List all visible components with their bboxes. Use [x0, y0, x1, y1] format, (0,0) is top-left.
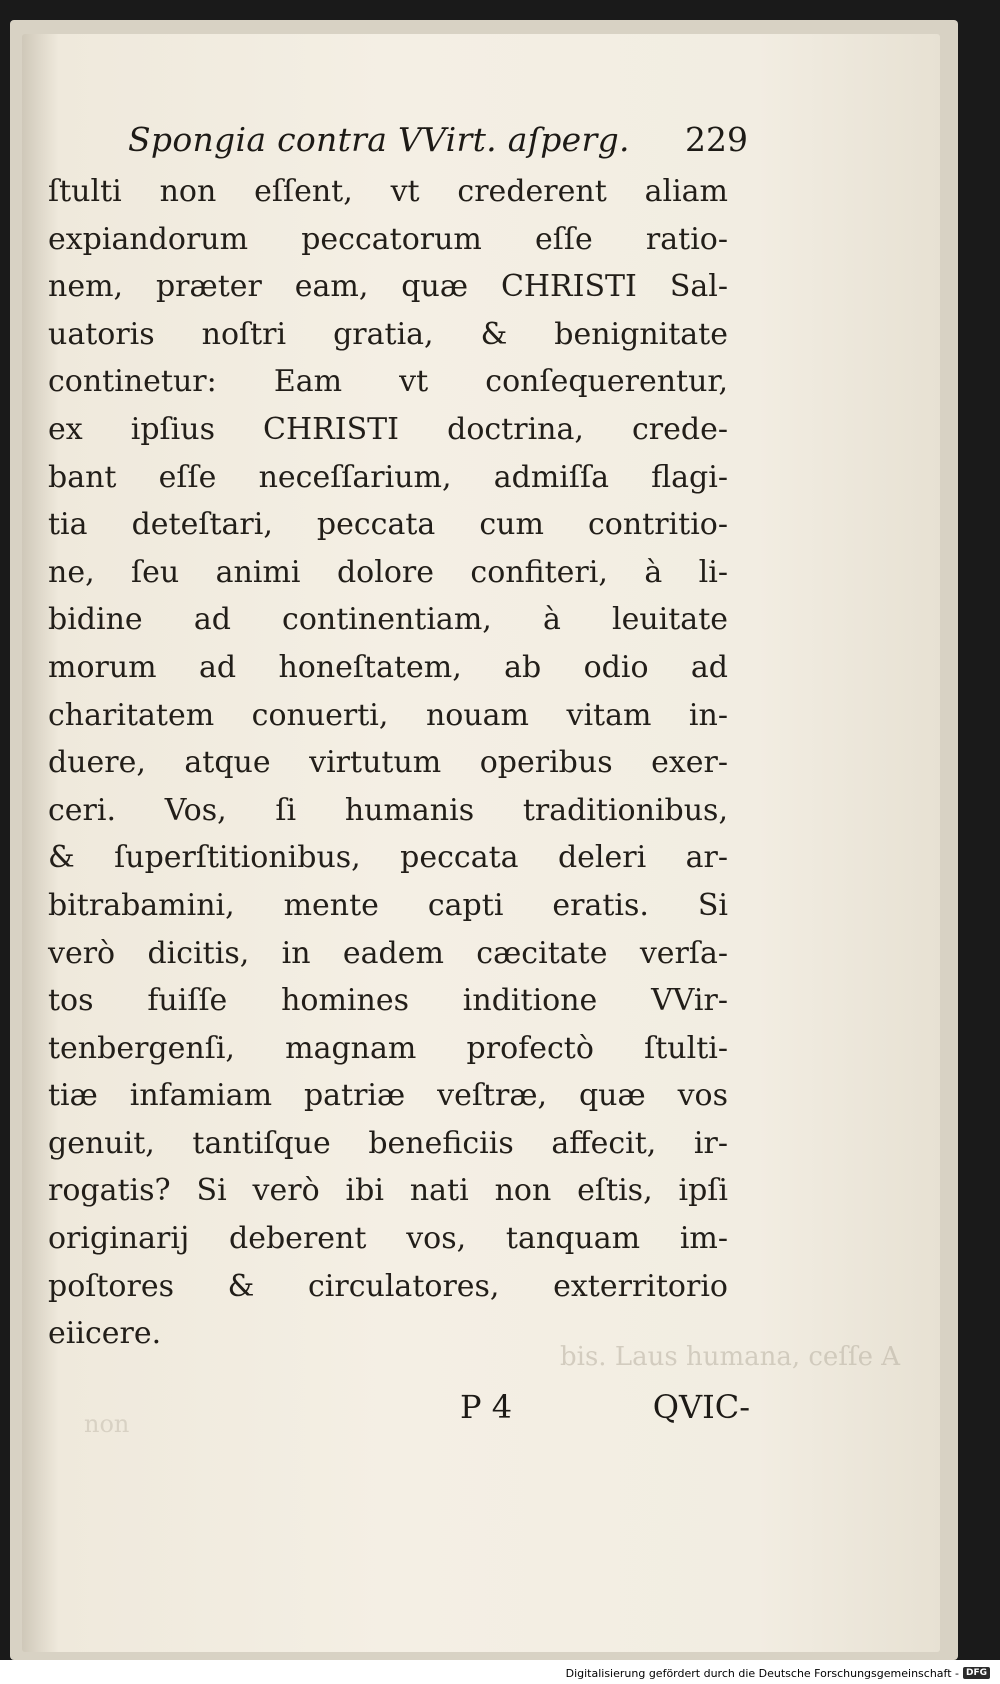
- text-line: nem, præter eam, quæ CHRISTI Sal-: [48, 269, 728, 305]
- text-line: morum ad honeſtatem, ab odio ad: [48, 649, 728, 685]
- dfg-logo-icon: DFG: [963, 1667, 990, 1679]
- bleed-through-text: bis. Laus humana, ceſſe A: [560, 1342, 900, 1372]
- page-footer: [420, 1388, 750, 1438]
- text-line: originarij deberent vos, tanquam im-: [48, 1221, 728, 1257]
- text-line: verò dicitis, in eadem cæcitate verſa-: [48, 935, 728, 971]
- text-line: bant eſſe neceſſarium, admiſſa flagi-: [48, 459, 728, 495]
- credit-text: Digitalisierung gefördert durch die Deutsche Forschungsgemeinschaft -: [565, 1666, 959, 1680]
- catchword: QVIC-: [652, 1388, 750, 1426]
- text-line-last: eiicere.: [48, 1316, 162, 1352]
- text-line: charitatem conuerti, nouam vitam in-: [48, 697, 728, 733]
- text-line: bidine ad continentiam, à leuitate: [48, 602, 728, 638]
- text-line: tos fuiſſe homines inditione VVir-: [48, 983, 728, 1019]
- text-line: uatoris noſtri gratia, & benignitate: [48, 316, 728, 352]
- page-number: 229: [685, 120, 748, 159]
- running-head: Spongia contra VVirt. aſperg.: [128, 120, 630, 159]
- bleed-through-text-2: non: [84, 1410, 130, 1438]
- text-line: ex ipſius CHRISTI doctrina, crede-: [48, 411, 728, 447]
- text-line: bitrabamini, mente capti eratis. Si: [48, 887, 728, 923]
- text-line: rogatis? Si verò ibi nati non eſtis, ipſi: [48, 1173, 728, 1209]
- signature-mark: P 4: [460, 1388, 513, 1426]
- text-line: ne, ſeu animi dolore confiteri, à li-: [48, 554, 728, 590]
- text-line: ceri. Vos, ſi humanis traditionibus,: [48, 792, 728, 828]
- text-line: ſtulti non eſſent, vt crederent aliam: [48, 174, 728, 209]
- body-text: [48, 168, 728, 1358]
- text-line: tia deteſtari, peccata cum contritio-: [48, 507, 728, 543]
- text-line: expiandorum peccatorum eſſe ratio-: [48, 221, 728, 257]
- text-line: tenbergenſi, magnam profectò ſtulti-: [48, 1030, 728, 1066]
- page-header: [128, 112, 748, 172]
- text-line: poſtores & circulatores, exterritorio: [48, 1268, 728, 1304]
- text-line: duere, atque virtutum operibus exer-: [48, 745, 728, 781]
- text-line: continetur: Eam vt conſequerentur,: [48, 364, 728, 400]
- text-line: & ſuperſtitionibus, peccata deleri ar-: [48, 840, 728, 876]
- text-line: genuit, tantiſque beneficiis affecit, ir-: [48, 1125, 728, 1161]
- text-line: tiæ infamiam patriæ veſtræ, quæ vos: [48, 1078, 728, 1114]
- digitization-credit: [566, 1664, 990, 1682]
